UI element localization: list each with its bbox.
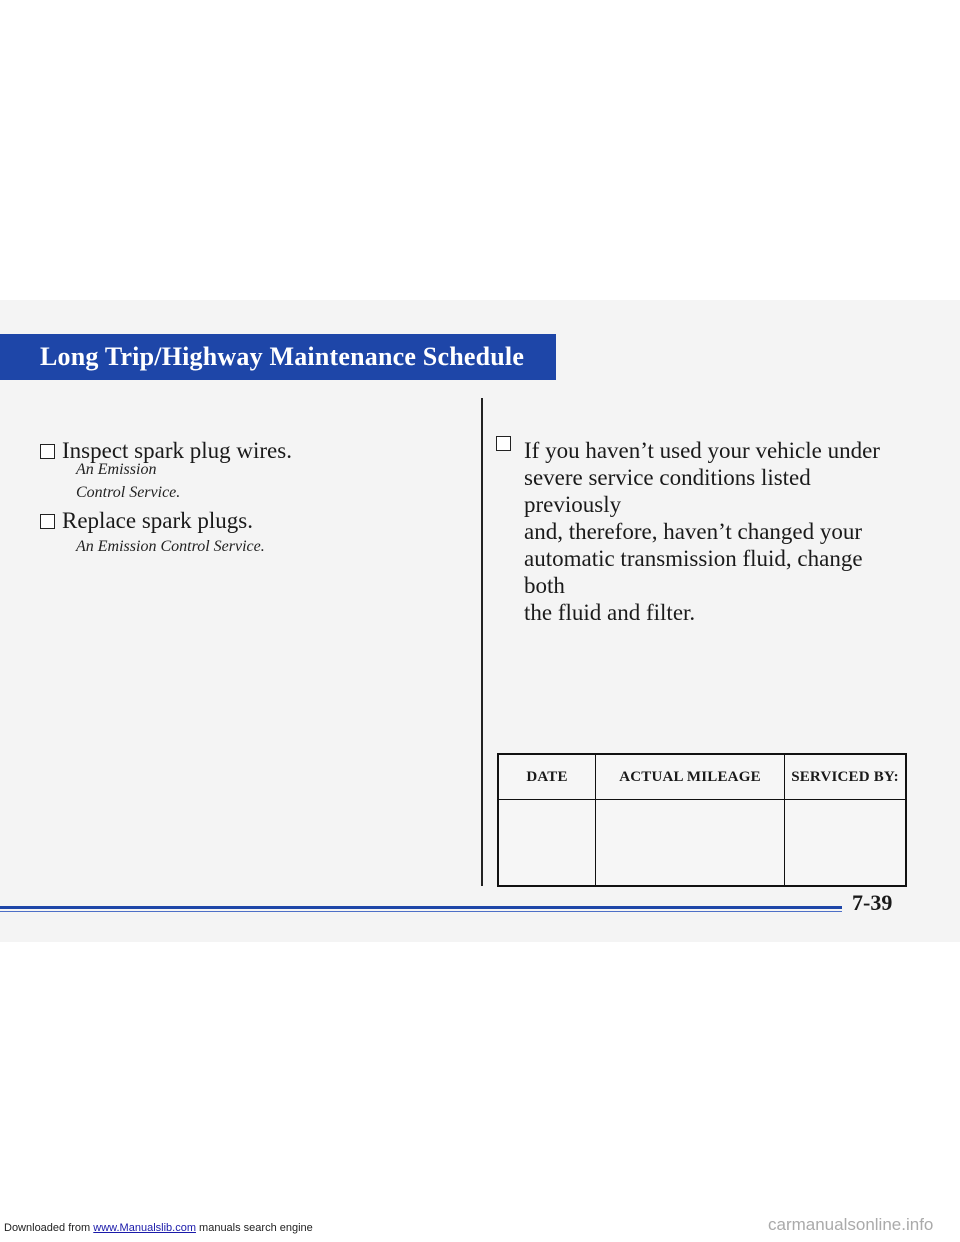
checklist-item-replace-plugs — [40, 508, 253, 534]
checklist-item-text: Replace spark plugs. — [62, 508, 253, 533]
checklist-item-text: Inspect spark plug wires. — [62, 438, 292, 463]
table-header-row — [498, 754, 906, 800]
service-log-table — [497, 753, 907, 887]
page-number: 7-39 — [852, 890, 893, 915]
download-footer — [4, 1222, 313, 1234]
paragraph-line: automatic transmission fluid, change both — [524, 546, 863, 598]
column-divider — [481, 398, 483, 886]
column-header-mileage: ACTUAL MILEAGE — [596, 754, 785, 800]
paragraph-line: and, therefore, haven’t changed your — [524, 519, 863, 544]
checklist-item-checkbox — [496, 437, 518, 455]
table-cell-mileage[interactable] — [596, 800, 785, 887]
section-header-banner — [0, 334, 556, 380]
checkbox-icon — [40, 444, 55, 459]
table-cell-serviced-by[interactable] — [785, 800, 907, 887]
column-header-serviced-by: SERVICED BY: — [785, 754, 907, 800]
paragraph-line: If you haven’t used your vehicle under — [524, 438, 880, 463]
footer-suffix: manuals search engine — [195, 1222, 313, 1234]
item-note: An Emission — [76, 461, 157, 478]
column-header-date: DATE — [498, 754, 596, 800]
paragraph-line: the fluid and filter. — [524, 600, 696, 625]
manualslib-link[interactable]: www.Manualslib.com — [93, 1222, 196, 1234]
watermark: carmanualsonline.info — [768, 1215, 934, 1234]
section-title: Long Trip/Highway Maintenance Schedule — [40, 342, 525, 371]
table-cell-date[interactable] — [498, 800, 596, 887]
checkbox-icon — [496, 436, 511, 451]
footer-prefix: Downloaded from — [4, 1222, 94, 1234]
item-note: An Emission Control Service. — [76, 538, 265, 555]
table-row — [498, 800, 906, 887]
item-note: Control Service. — [76, 484, 181, 501]
footer-rule — [0, 906, 842, 909]
checkbox-icon — [40, 514, 55, 529]
paragraph-line: severe service conditions listed previously — [524, 465, 811, 517]
footer-rule-thin — [0, 911, 842, 912]
checklist-item-transmission — [524, 437, 904, 626]
